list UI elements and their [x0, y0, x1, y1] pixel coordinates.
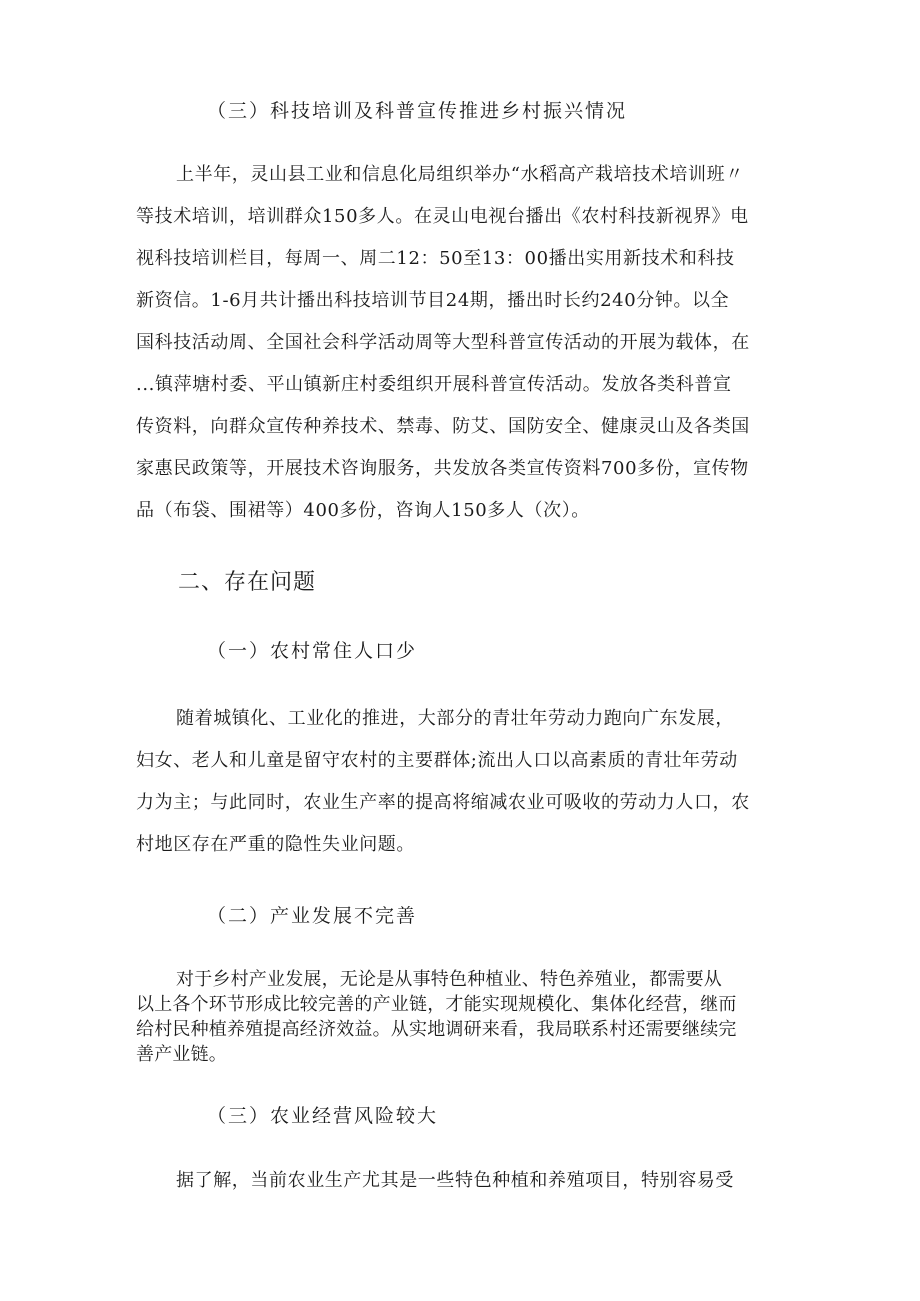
paragraph-line: 随着城镇化、工业化的推进，大部分的青壮年劳动力跑向广东发展，: [176, 708, 734, 729]
paragraph-line: 等技术培训，培训群众150多人。在灵山电视台播出《农村科技新视界》电: [136, 206, 749, 227]
paragraph-line: 品（布袋、围裙等）400多份，咨询人150多人（次）。: [136, 500, 590, 521]
paragraph-line: 村地区存在严重的隐性失业问题。: [136, 834, 415, 855]
paragraph-line: 视科技培训栏目，每周一、周二12：50至13：00播出实用新技术和科技: [136, 248, 735, 269]
paragraph-line: 传资料，向群众宣传种养技术、禁毒、防艾、国防安全、健康灵山及各类国: [136, 416, 750, 437]
paragraph-line: 家惠民政策等，开展技术咨询服务，共发放各类宣传资料700多份，宣传物: [136, 458, 749, 479]
section-heading-problems: 二、存在问题: [178, 570, 317, 595]
paragraph-line: 给村民种植养殖提高经济效益。从实地调研来看，我局联系村还需要继续完: [136, 1019, 737, 1040]
paragraph-line: ...镇萍塘村委、平山镇新庄村委组织开展科普宣传活动。发放各类科普宣: [136, 374, 732, 395]
paragraph-line: 以上各个环节形成比较完善的产业链，才能实现规模化、集体化经营，继而: [136, 994, 737, 1015]
paragraph-line: 上半年，灵山县工业和信息化局组织举办“水稻高产栽培技术培训班〃: [176, 164, 744, 185]
paragraph-line: 妇女、老人和儿童是留守农村的主要群体;流出人口以高素质的青壮年劳动: [136, 750, 738, 771]
subsection-heading-agri-risk: （三）农业经营风险较大: [207, 1105, 439, 1127]
subsection-heading-rural-population: （一）农村常住人口少: [207, 640, 418, 662]
paragraph-line: 新资信。1-6月共计播出科技培训节目24期，播出时长约240分钟。以全: [136, 290, 730, 311]
paragraph-line: 对于乡村产业发展，无论是从事特色种植业、特色养殖业，都需要从: [176, 969, 722, 990]
paragraph-line: 据了解，当前农业生产尤其是一些特色种植和养殖项目，特别容易受: [176, 1170, 734, 1191]
paragraph-line: 善产业链。: [136, 1044, 227, 1065]
paragraph-line: 国科技活动周、全国社会科学活动周等大型科普宣传活动的开展为载体，在: [136, 332, 750, 353]
paragraph-line: 力为主；与此同时，农业生产率的提高将缩减农业可吸收的劳动力人口，农: [136, 792, 750, 813]
section-heading-tech-training: （三）科技培训及科普宣传推进乡村振兴情况: [207, 100, 628, 122]
subsection-heading-industry-development: （二）产业发展不完善: [207, 905, 418, 927]
